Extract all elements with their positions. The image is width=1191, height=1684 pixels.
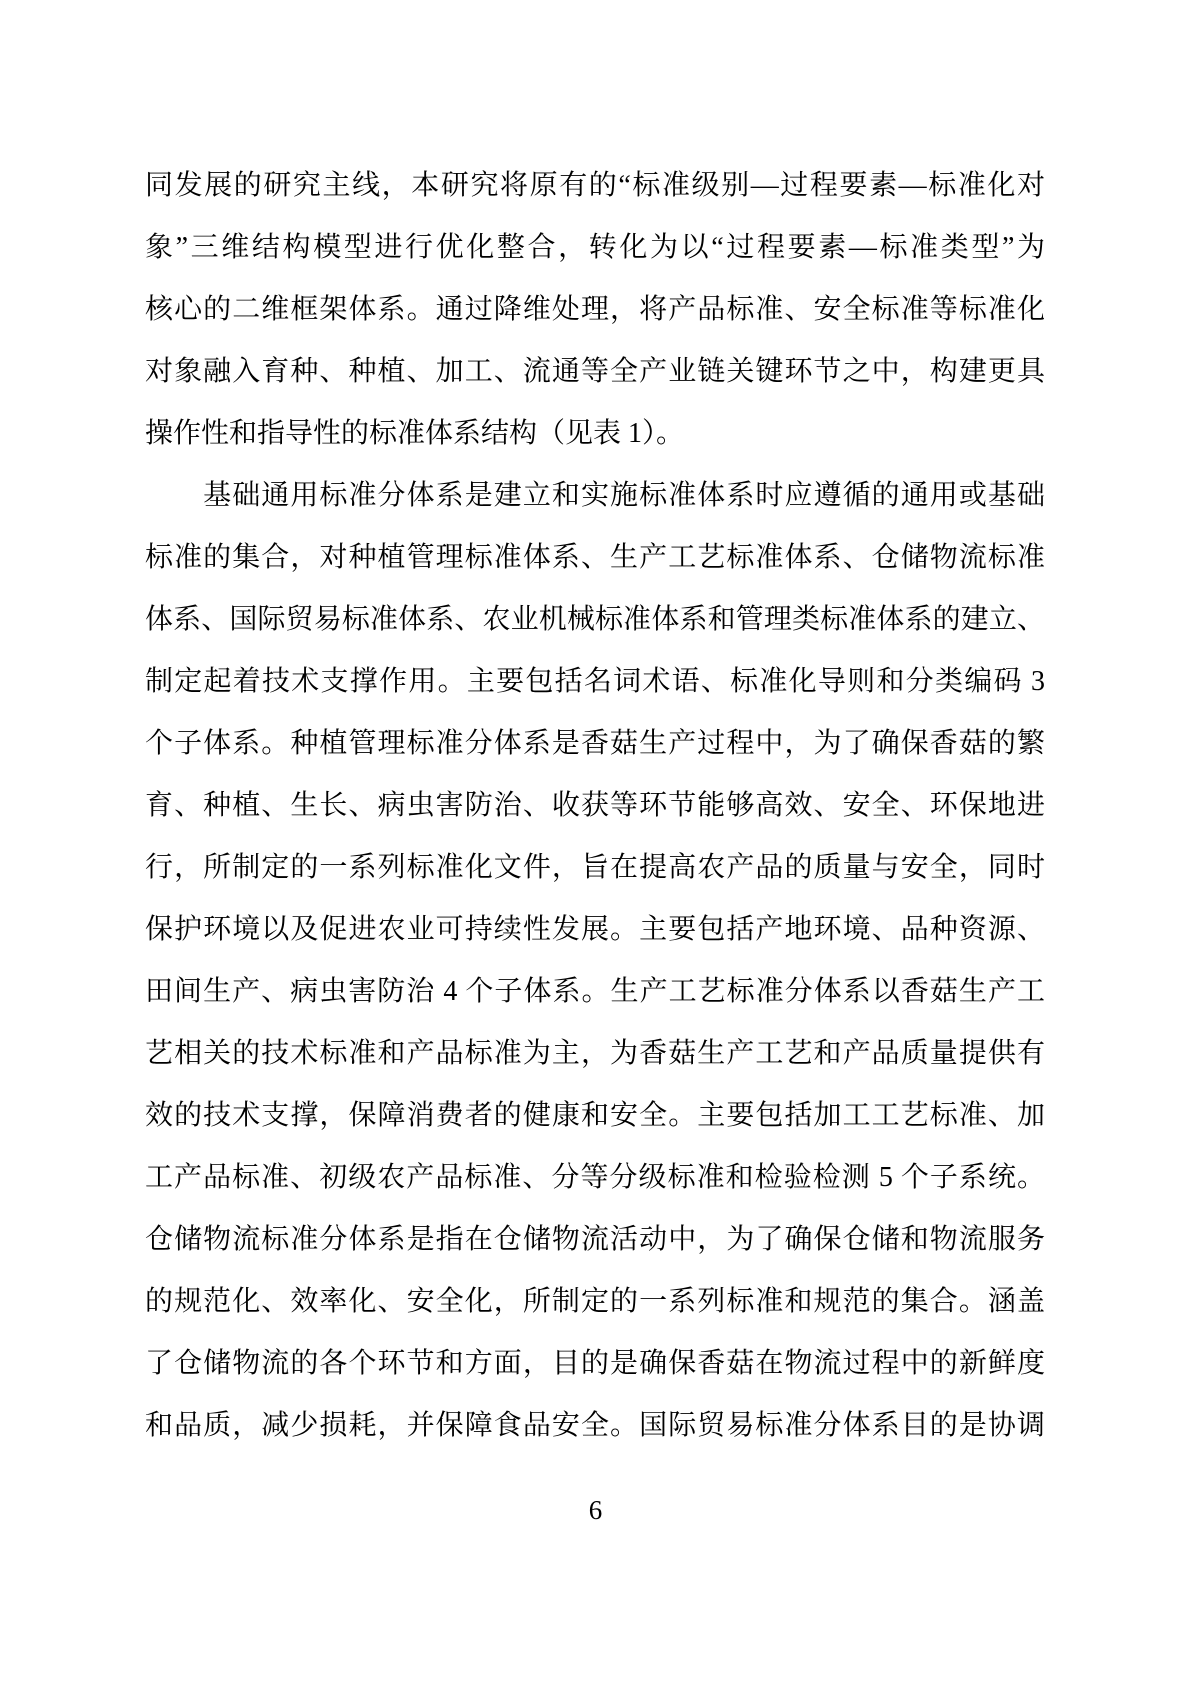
text-line: 效的技术支撑，保障消费者的健康和安全。主要包括加工工艺标准、加 — [145, 1100, 1045, 1131]
text-line: 同发展的研究主线，本研究将原有的“标准级别—过程要素—标准化对 — [145, 170, 1045, 201]
text-line: 行，所制定的一系列标准化文件，旨在提高农产品的质量与安全，同时 — [145, 852, 1045, 883]
text-line: 育、种植、生长、病虫害防治、收获等环节能够高效、安全、环保地进 — [145, 790, 1045, 821]
text-line: 对象融入育种、种植、加工、流通等全产业链关键环节之中，构建更具 — [145, 356, 1045, 387]
text-line: 体系、国际贸易标准体系、农业机械标准体系和管理类标准体系的建立、 — [145, 604, 1045, 635]
text-line: 制定起着技术支撑作用。主要包括名词术语、标准化导则和分类编码 3 — [145, 666, 1045, 697]
text-line: 仓储物流标准分体系是指在仓储物流活动中，为了确保仓储和物流服务 — [145, 1224, 1045, 1255]
text-line: 工产品标准、初级农产品标准、分等分级标准和检验检测 5 个子系统。 — [145, 1162, 1045, 1193]
text-line: 基础通用标准分体系是建立和实施标准体系时应遵循的通用或基础 — [145, 480, 1045, 511]
text-line: 标准的集合，对种植管理标准体系、生产工艺标准体系、仓储物流标准 — [145, 542, 1045, 573]
text-line: 操作性和指导性的标准体系结构（见表 1）。 — [145, 418, 685, 449]
text-line: 田间生产、病虫害防治 4 个子体系。生产工艺标准分体系以香菇生产工 — [145, 976, 1045, 1007]
text-line: 核心的二维框架体系。通过降维处理，将产品标准、安全标准等标准化 — [145, 294, 1045, 325]
text-line: 艺相关的技术标准和产品标准为主，为香菇生产工艺和产品质量提供有 — [145, 1038, 1045, 1069]
text-line: 了仓储物流的各个环节和方面，目的是确保香菇在物流过程中的新鲜度 — [145, 1348, 1045, 1379]
text-line: 象”三维结构模型进行优化整合，转化为以“过程要素—标准类型”为 — [145, 232, 1045, 263]
text-line: 和品质，减少损耗，并保障食品安全。国际贸易标准分体系目的是协调 — [145, 1410, 1045, 1441]
text-line: 保护环境以及促进农业可持续性发展。主要包括产地环境、品种资源、 — [145, 914, 1045, 945]
text-line: 的规范化、效率化、安全化，所制定的一系列标准和规范的集合。涵盖 — [145, 1286, 1045, 1317]
page-number: 6 — [588, 1495, 603, 1525]
text-line: 个子体系。种植管理标准分体系是香菇生产过程中，为了确保香菇的繁 — [145, 728, 1045, 759]
page-footer — [0, 1490, 1191, 1530]
text-block — [145, 155, 1045, 1457]
